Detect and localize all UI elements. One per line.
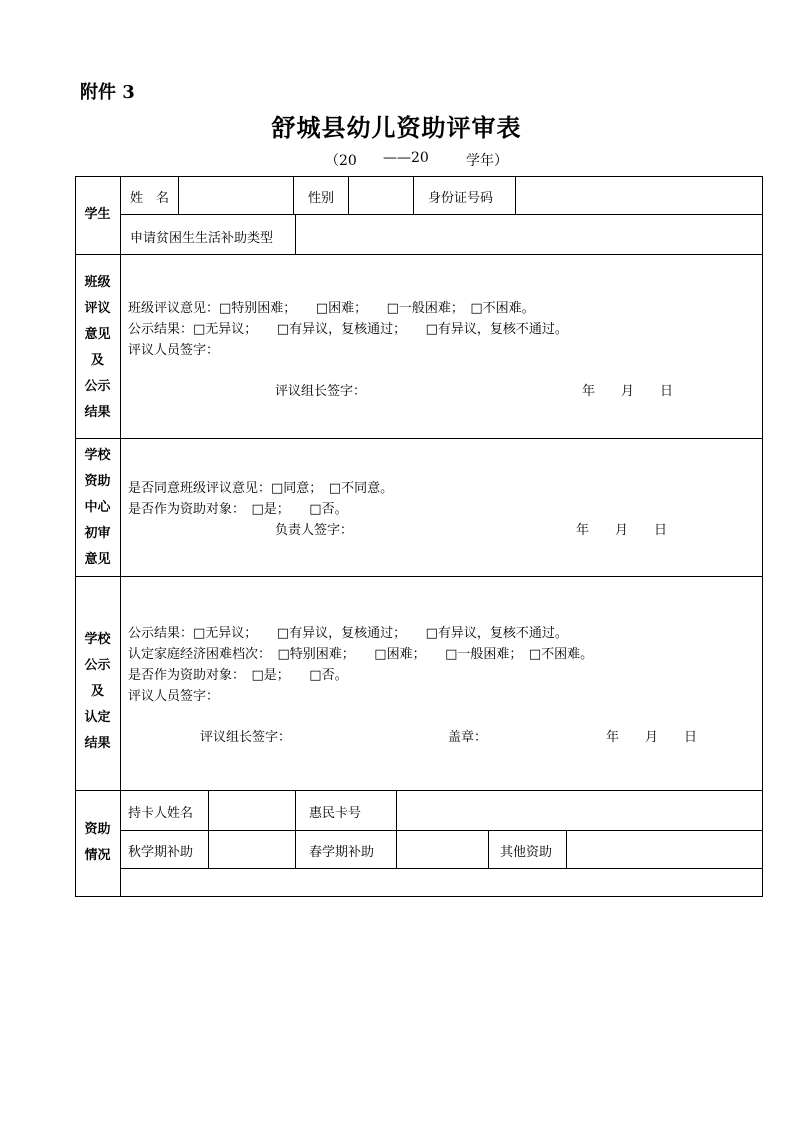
subsidy-type-label: 申请贫困生生活补助类型 <box>130 231 274 246</box>
school-leader-sign: 评议组长签字： <box>200 730 292 745</box>
year-close: 学年） <box>466 153 508 169</box>
section-line: 情况 <box>84 848 111 863</box>
center-agree-line: 是否同意班级评议意见：□同意； □不同意。 <box>128 481 394 496</box>
name-label: 姓 名 <box>130 191 170 206</box>
section-line: 学校 <box>84 448 111 463</box>
section-column-divider <box>120 176 121 897</box>
cell-divider <box>208 830 209 868</box>
section-line: 结果 <box>84 736 111 751</box>
card-number-label: 惠民卡号 <box>309 806 362 821</box>
section-line: 公示 <box>84 658 111 673</box>
row-divider <box>75 254 763 255</box>
row-divider <box>120 830 763 831</box>
school-date: 年 月 日 <box>606 730 698 745</box>
school-reviewer-sign: 评议人员签字： <box>128 689 220 704</box>
gender-label: 性别 <box>308 191 335 206</box>
row-divider <box>75 576 763 577</box>
section-student-label: 学生 <box>84 207 111 222</box>
section-line: 认定 <box>84 710 111 725</box>
other-funding-label: 其他资助 <box>500 845 553 860</box>
cell-divider <box>396 790 397 830</box>
cell-divider <box>295 214 296 254</box>
cell-divider <box>293 176 294 214</box>
section-line: 资助 <box>84 822 111 837</box>
section-line: 资助 <box>84 474 111 489</box>
section-line: 意见 <box>84 327 111 342</box>
spring-subsidy-label: 春学期补助 <box>309 845 375 860</box>
center-target-line: 是否作为资助对象： □是； □否。 <box>128 502 348 517</box>
cell-divider <box>515 176 516 214</box>
section-school-review-label <box>75 627 120 757</box>
school-difficulty-line: 认定家庭经济困难档次： □特别困难； □困难； □一般困难； □不困难。 <box>128 647 594 662</box>
section-line: 中心 <box>84 500 111 515</box>
cell-divider <box>413 176 414 214</box>
class-reviewer-sign: 评议人员签字： <box>128 343 220 358</box>
autumn-subsidy-label: 秋学期补助 <box>128 845 194 860</box>
section-class-review-label <box>75 270 120 426</box>
section-line: 意见 <box>84 552 111 567</box>
row-divider <box>120 214 763 215</box>
section-line: 初审 <box>84 526 111 541</box>
school-seal: 盖章： <box>448 730 488 745</box>
attachment-label: 附件 3 <box>80 82 135 103</box>
page-title: 舒城县幼儿资助评审表 <box>271 113 522 142</box>
section-line: 学校 <box>84 632 111 647</box>
section-line: 评议 <box>84 301 111 316</box>
class-date: 年 月 日 <box>582 384 674 399</box>
table-border-bottom <box>75 896 763 897</box>
center-leader-sign: 负责人签字： <box>275 523 354 538</box>
cell-divider <box>488 830 489 868</box>
cell-divider <box>208 790 209 830</box>
cell-divider <box>396 830 397 868</box>
cell-divider <box>566 830 567 868</box>
section-line: 公示 <box>84 379 111 394</box>
section-line: 班级 <box>84 275 111 290</box>
school-publicity-line: 公示结果：□无异议； □有异议，复核通过； □有异议，复核不通过。 <box>128 626 568 641</box>
id-number-label: 身份证号码 <box>428 191 494 206</box>
section-line: 及 <box>90 684 104 699</box>
row-divider <box>120 868 763 869</box>
section-line: 结果 <box>84 405 111 420</box>
section-funding-label <box>75 817 120 869</box>
year-open: （20 <box>325 153 357 169</box>
school-target-line: 是否作为资助对象： □是； □否。 <box>128 668 348 683</box>
class-leader-sign: 评议组长签字： <box>275 384 367 399</box>
cell-divider <box>295 790 296 830</box>
table-border-right <box>762 176 763 897</box>
section-center-review-label <box>75 443 120 573</box>
year-dash: ——20 <box>383 150 429 166</box>
class-opinion-line: 班级评议意见：□特别困难； □困难； □一般困难； □不困难。 <box>128 301 535 316</box>
cell-divider <box>295 830 296 868</box>
cell-divider <box>348 176 349 214</box>
row-divider <box>75 438 763 439</box>
center-date: 年 月 日 <box>576 523 668 538</box>
class-publicity-line: 公示结果：□无异议； □有异议，复核通过； □有异议，复核不通过。 <box>128 322 568 337</box>
row-divider <box>75 790 763 791</box>
section-line: 及 <box>90 353 104 368</box>
cell-divider <box>178 176 179 214</box>
cardholder-label: 持卡人姓名 <box>128 806 194 821</box>
